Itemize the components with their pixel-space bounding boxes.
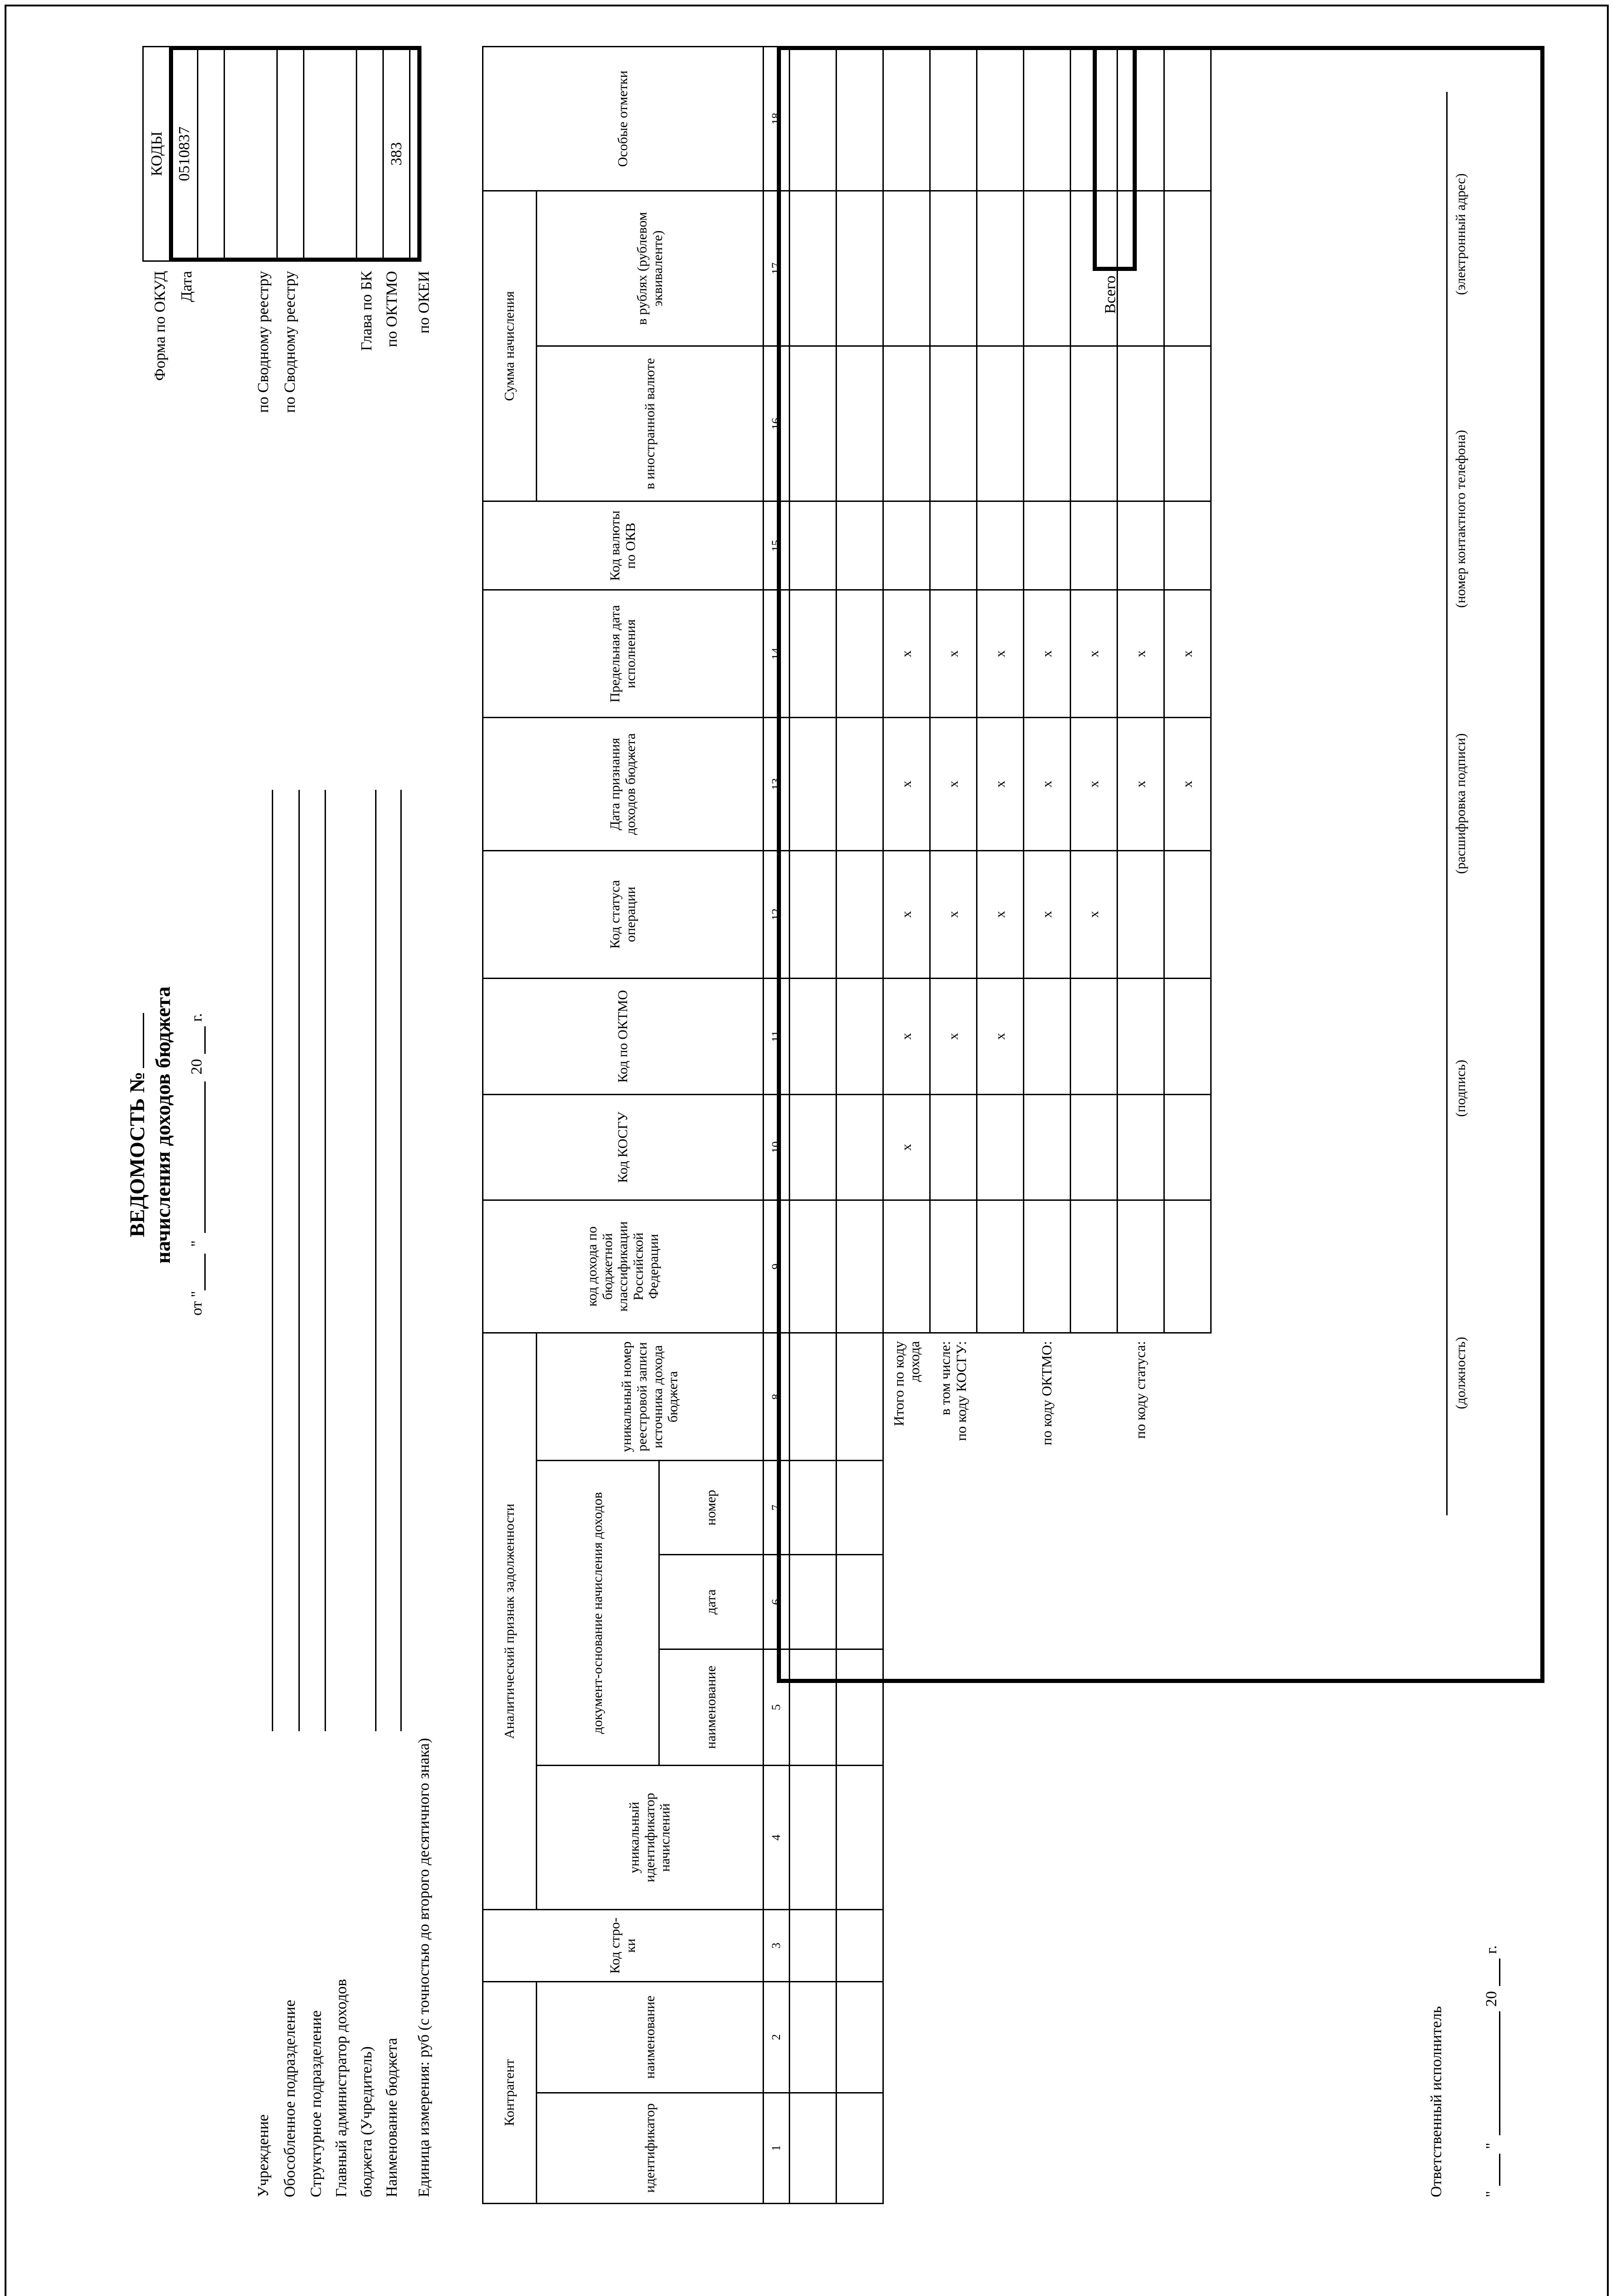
- col-number: 6: [764, 1555, 790, 1649]
- cell[interactable]: [1164, 191, 1211, 346]
- cell[interactable]: [930, 501, 977, 590]
- sign-month-line[interactable]: [1499, 2011, 1500, 2135]
- cell[interactable]: [1024, 346, 1071, 501]
- col-number: 1: [764, 2093, 790, 2203]
- x-mark: x: [1071, 850, 1117, 978]
- x-mark: x: [930, 978, 977, 1095]
- cell[interactable]: [883, 501, 930, 590]
- x-mark: x: [1024, 850, 1071, 978]
- date-month-line: [204, 1081, 206, 1233]
- col-number: 11: [764, 978, 790, 1095]
- col-number: 7: [764, 1461, 790, 1555]
- budget-name-line[interactable]: [400, 790, 402, 1731]
- col-number: 18: [764, 47, 790, 191]
- table-row: [837, 47, 883, 2204]
- cell[interactable]: [930, 1200, 977, 1333]
- oktmo-code[interactable]: [357, 47, 383, 261]
- cell[interactable]: [790, 718, 837, 851]
- cell[interactable]: [1117, 978, 1164, 1095]
- x-mark: x: [1024, 718, 1071, 851]
- phone-caption: (номер контактного телефона): [1453, 430, 1468, 608]
- separate-division-line[interactable]: [298, 790, 300, 1731]
- by-oktmo-label: по коду ОКТМО:: [1039, 1341, 1055, 1446]
- cell[interactable]: [837, 1461, 883, 1555]
- x-mark: x: [930, 718, 977, 851]
- x-mark: x: [930, 590, 977, 718]
- col-number: 3: [764, 1910, 790, 1982]
- col-number: 9: [764, 1200, 790, 1333]
- cell[interactable]: [837, 501, 883, 590]
- name-header: наименование: [537, 1982, 764, 2093]
- cell[interactable]: [790, 590, 837, 718]
- position-caption: (должность): [1453, 1337, 1468, 1409]
- x-mark: x: [977, 590, 1024, 718]
- doc-name-header: наименование: [659, 1649, 764, 1766]
- cell[interactable]: [790, 346, 837, 501]
- form-title: ВЕДОМОСТЬ №: [125, 850, 149, 1401]
- col-number: 13: [764, 718, 790, 851]
- cell[interactable]: [790, 1200, 837, 1333]
- cell[interactable]: [837, 1910, 883, 1982]
- x-mark: x: [1164, 590, 1211, 718]
- col-number: 16: [764, 346, 790, 501]
- structural-division-label: Структурное подразделение: [308, 2010, 325, 2197]
- x-mark: x: [883, 1095, 930, 1200]
- cell[interactable]: [883, 47, 930, 191]
- okei-label: по ОКЕИ: [415, 271, 432, 334]
- cell[interactable]: [1117, 850, 1164, 978]
- cell[interactable]: [790, 191, 837, 346]
- summary-row-status: [1117, 47, 1164, 2204]
- identifier-header: идентификатор: [537, 2093, 764, 2203]
- cell[interactable]: [1071, 1095, 1117, 1200]
- signature-caption: (подпись): [1453, 1059, 1468, 1117]
- cell[interactable]: [790, 1555, 837, 1649]
- kosgu-header: Код КОСГУ: [483, 1095, 764, 1200]
- x-mark: x: [930, 850, 977, 978]
- cell[interactable]: [837, 191, 883, 346]
- cell[interactable]: [837, 850, 883, 978]
- counterparty-header: Контрагент: [483, 1982, 537, 2204]
- date-quote: ": [188, 1240, 205, 1247]
- cell[interactable]: [977, 501, 1024, 590]
- col-number: 2: [764, 1982, 790, 2093]
- cell[interactable]: [1164, 501, 1211, 590]
- svodny-code-1[interactable]: [225, 47, 277, 261]
- cell[interactable]: [1024, 501, 1071, 590]
- row-code-header: Код стро-ки: [483, 1910, 764, 1982]
- cell[interactable]: [790, 1910, 837, 1982]
- unit-label: Единица измерения: руб (с точностью до второго десятичного знака): [415, 1738, 432, 2197]
- x-mark: x: [883, 978, 930, 1095]
- col-number: 12: [764, 850, 790, 978]
- cell[interactable]: [837, 590, 883, 718]
- cell[interactable]: [1164, 47, 1211, 191]
- codes-table: [142, 46, 410, 262]
- rotated-form: [124, 46, 1570, 2204]
- cell[interactable]: [977, 47, 1024, 191]
- col-number: 17: [764, 191, 790, 346]
- cell[interactable]: [790, 1095, 837, 1200]
- cell[interactable]: [930, 1095, 977, 1200]
- cell[interactable]: [837, 2093, 883, 2203]
- cell[interactable]: [1164, 978, 1211, 1095]
- cell[interactable]: [837, 47, 883, 191]
- chief-admin-line[interactable]: [375, 790, 376, 1731]
- col-number: 8: [764, 1333, 790, 1461]
- grand-total-box[interactable]: [1093, 46, 1137, 271]
- unique-accrual-id-header: уникальный идентификатор начислений: [537, 1766, 764, 1910]
- chief-admin-label-2: бюджета (Учредитель): [358, 2046, 375, 2197]
- date-code-label: Дата: [178, 271, 195, 302]
- cell[interactable]: [1164, 1200, 1211, 1333]
- svodny-reestr-label-2: по Сводному реестру: [281, 271, 298, 413]
- date-code[interactable]: [198, 47, 225, 261]
- cell[interactable]: [1164, 346, 1211, 501]
- summary-row-total: [883, 47, 930, 2204]
- analytic-header: Аналитический признак задолженности: [483, 1333, 537, 1910]
- sign-year-line[interactable]: [1499, 1958, 1500, 1986]
- cell[interactable]: [977, 1200, 1024, 1333]
- cell[interactable]: [837, 1766, 883, 1910]
- x-mark: x: [1164, 718, 1211, 851]
- cell[interactable]: [930, 346, 977, 501]
- deadline-header: Предельная дата исполнения: [483, 590, 764, 718]
- okei-code[interactable]: 383: [383, 47, 410, 261]
- cell[interactable]: [1024, 978, 1071, 1095]
- x-mark: x: [883, 718, 930, 851]
- x-mark: x: [1117, 718, 1164, 851]
- cell[interactable]: [790, 978, 837, 1095]
- email-caption: (электронный адрес): [1453, 173, 1468, 295]
- currency-code-header: Код валюты по ОКВ: [483, 501, 764, 590]
- sum-rub-header: в рублях (рублевом эквиваленте): [537, 191, 764, 346]
- responsible-label: Ответственный исполнитель: [1428, 2006, 1445, 2197]
- summary-row-kosgu-2: [977, 47, 1024, 2204]
- total-by-code-label: Итого по коду дохода: [890, 1341, 923, 1426]
- doc-basis-header: документ-основание начисления доходов: [537, 1461, 659, 1766]
- cell[interactable]: [837, 1649, 883, 1766]
- svodny-code-2[interactable]: [277, 47, 304, 261]
- okud-code[interactable]: 0510837: [171, 47, 198, 261]
- cell[interactable]: [837, 346, 883, 501]
- cell[interactable]: [883, 1200, 930, 1333]
- cell[interactable]: [790, 47, 837, 191]
- date-day-line: [204, 1254, 206, 1290]
- recognition-date-header: Дата признания доходов бюджета: [483, 718, 764, 851]
- income-code-header: код дохода по бюджетной классификации Российской Федерации: [483, 1200, 764, 1333]
- summary-row-status-2: [1164, 47, 1211, 2204]
- cell[interactable]: [790, 2093, 837, 2203]
- x-mark: x: [1024, 590, 1071, 718]
- cell[interactable]: [1117, 1200, 1164, 1333]
- budget-name-label: Наименование бюджета: [383, 2037, 400, 2197]
- cell[interactable]: [790, 1982, 837, 2093]
- cell[interactable]: [977, 191, 1024, 346]
- doc-date-header: дата: [659, 1555, 764, 1649]
- x-mark: x: [977, 718, 1024, 851]
- cell[interactable]: [1164, 850, 1211, 978]
- cell[interactable]: [790, 1766, 837, 1910]
- cell[interactable]: [883, 346, 930, 501]
- cell[interactable]: [977, 346, 1024, 501]
- cell[interactable]: [930, 191, 977, 346]
- status-code-header: Код статуса операции: [483, 850, 764, 978]
- signature-decoding-caption: (расшифровка подписи): [1453, 733, 1468, 874]
- glava-bk-code[interactable]: [304, 47, 357, 261]
- codes-header: КОДЫ: [143, 47, 171, 261]
- doc-number-header: номер: [659, 1461, 764, 1555]
- cell[interactable]: [790, 1461, 837, 1555]
- glava-bk-label: Глава по БК: [358, 271, 375, 351]
- cell[interactable]: [837, 1200, 883, 1333]
- okud-label: Форма по ОКУД: [152, 271, 168, 381]
- cell[interactable]: [1024, 191, 1071, 346]
- notes-header: Особые отметки: [483, 47, 764, 191]
- including-label: в том числе:: [937, 1341, 953, 1415]
- sign-date-quote-close: ": [1483, 2143, 1500, 2149]
- cell[interactable]: [837, 978, 883, 1095]
- x-mark: x: [977, 978, 1024, 1095]
- cell[interactable]: [1117, 501, 1164, 590]
- cell[interactable]: [1071, 978, 1117, 1095]
- oktmo-label: по ОКТМО: [383, 271, 400, 348]
- institution-label: Учреждение: [255, 2114, 272, 2197]
- sum-header: Сумма начисления: [483, 191, 537, 501]
- x-mark: x: [977, 850, 1024, 978]
- date-from-label: от ": [188, 1291, 205, 1316]
- sign-day-line[interactable]: [1499, 2154, 1500, 2186]
- cell[interactable]: [930, 47, 977, 191]
- cell[interactable]: [837, 718, 883, 851]
- x-mark: x: [1071, 590, 1117, 718]
- x-mark: x: [883, 850, 930, 978]
- svodny-reestr-label-1: по Сводному реестру: [255, 271, 272, 413]
- col-number: 14: [764, 590, 790, 718]
- registry-number-header: уникальный номер реестровой записи источника дохода бюджета: [537, 1333, 764, 1461]
- col-number: 5: [764, 1649, 790, 1766]
- sum-foreign-header: в иностранной валюте: [537, 346, 764, 501]
- cell[interactable]: [977, 1095, 1024, 1200]
- by-status-label: по коду статуса:: [1132, 1341, 1149, 1439]
- cell[interactable]: [790, 850, 837, 978]
- summary-row-oktmo: [1024, 47, 1071, 2204]
- sign-date-suffix: г.: [1483, 1945, 1500, 1954]
- cell[interactable]: [1071, 1200, 1117, 1333]
- sign-year-label: 20: [1483, 1991, 1500, 2007]
- col-number: 4: [764, 1766, 790, 1910]
- cell[interactable]: [837, 1095, 883, 1200]
- cell[interactable]: [883, 191, 930, 346]
- cell[interactable]: [1024, 47, 1071, 191]
- cell[interactable]: [1024, 1095, 1071, 1200]
- cell[interactable]: [837, 1555, 883, 1649]
- cell[interactable]: [790, 1649, 837, 1766]
- cell[interactable]: [837, 1333, 883, 1461]
- oktmo-header: Код по ОКТМО: [483, 978, 764, 1095]
- x-mark: x: [1117, 590, 1164, 718]
- x-mark: x: [883, 590, 930, 718]
- institution-line[interactable]: [272, 790, 273, 1731]
- cell[interactable]: [1117, 346, 1164, 501]
- date-suffix: г.: [188, 1013, 205, 1022]
- structural-division-line[interactable]: [325, 790, 326, 1731]
- form-subtitle: начисления доходов бюджета: [151, 986, 174, 1264]
- cell[interactable]: [790, 1333, 837, 1461]
- summary-row-kosgu: [930, 47, 977, 2204]
- col-number: 10: [764, 1095, 790, 1200]
- grand-total-label: Всего: [1102, 276, 1119, 314]
- sign-date-quote-open: ": [1483, 2191, 1500, 2197]
- cell[interactable]: [1071, 501, 1117, 590]
- separate-division-label: Обособленное подразделение: [281, 1999, 298, 2197]
- date-year-label: 20: [188, 1059, 205, 1075]
- cell[interactable]: [790, 501, 837, 590]
- cell[interactable]: [837, 1982, 883, 2093]
- table-row: [790, 47, 837, 2204]
- cell[interactable]: [1024, 1200, 1071, 1333]
- col-number: 15: [764, 501, 790, 590]
- chief-admin-label: Главный администратор доходов: [333, 1979, 350, 2197]
- x-mark: x: [1071, 718, 1117, 851]
- cell[interactable]: [1164, 1095, 1211, 1200]
- cell[interactable]: [1117, 1095, 1164, 1200]
- signature-line[interactable]: [1446, 92, 1448, 1515]
- by-kosgu-label: в том числе: по коду КОСГУ:: [937, 1341, 969, 1441]
- date-year-line: [204, 1026, 206, 1054]
